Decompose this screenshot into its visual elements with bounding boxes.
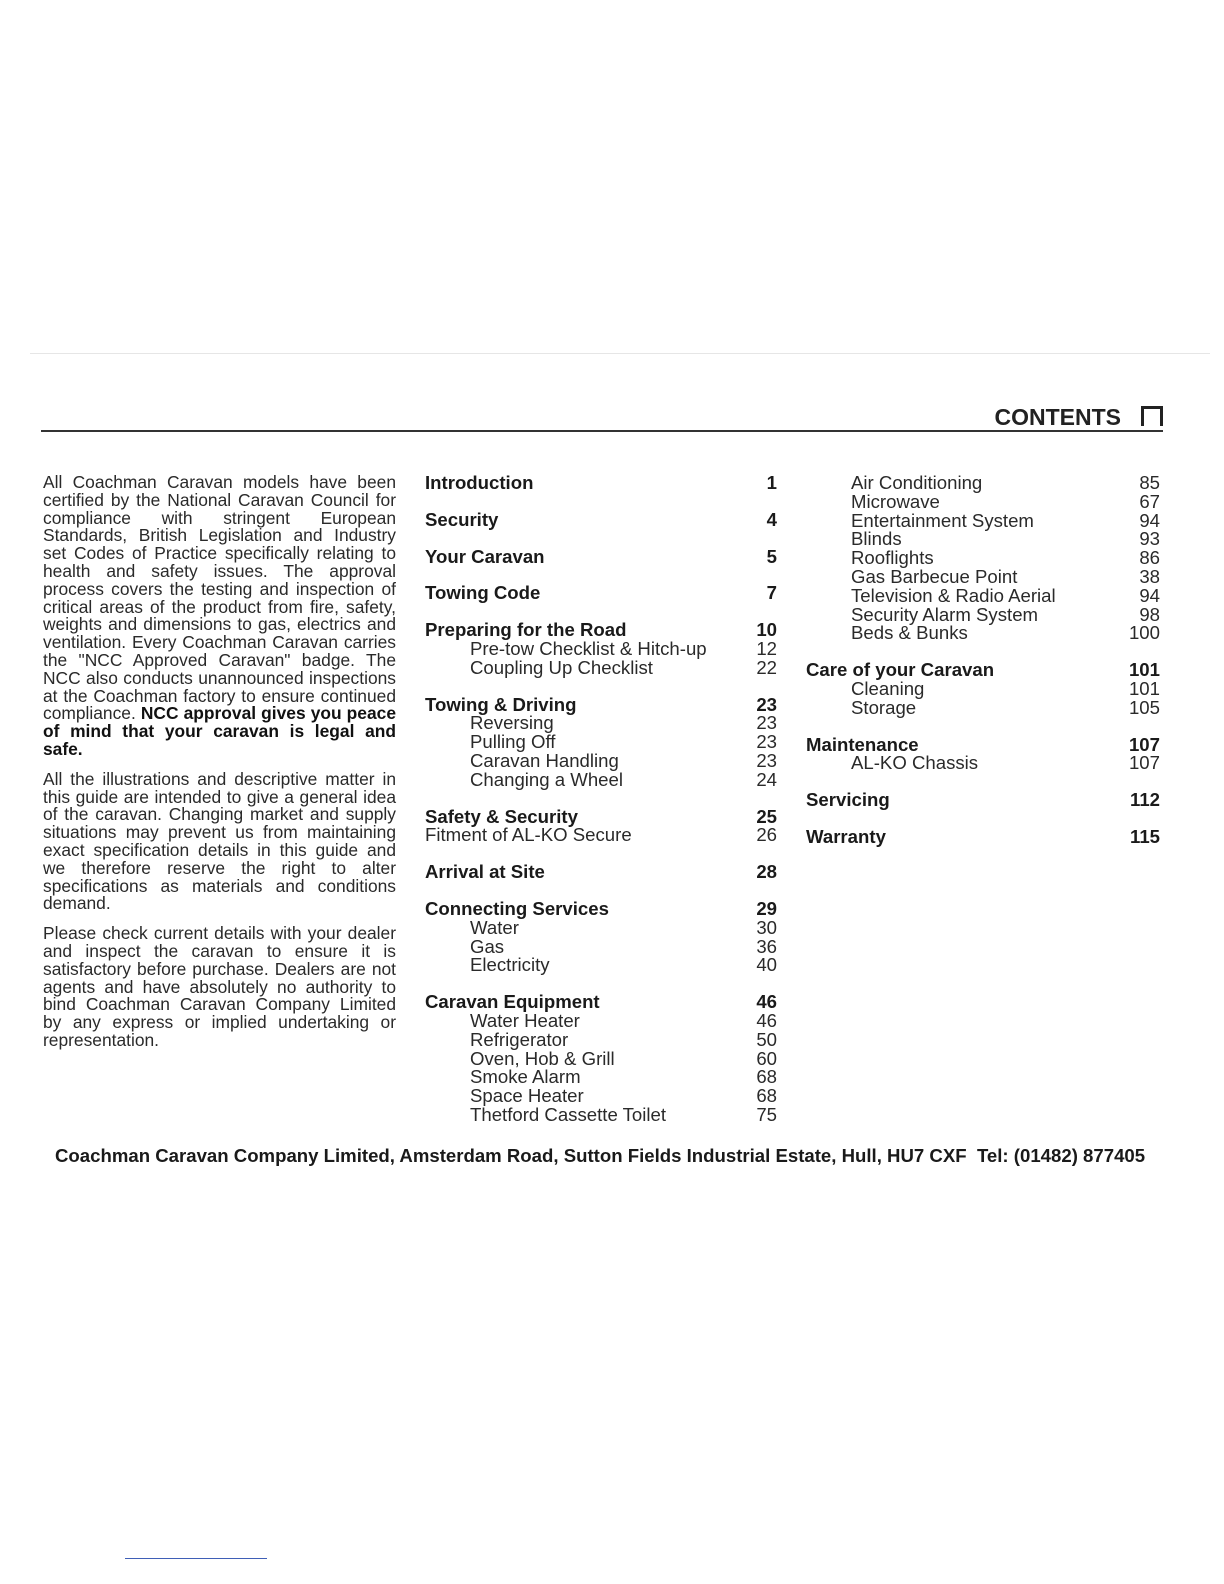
toc-subentry[interactable]: Beds & Bunks 100 (851, 622, 1160, 644)
toc-entry[interactable]: Arrival at Site 28 (425, 861, 777, 883)
toc-subentry[interactable]: AL-KO Chassis 107 (851, 752, 1160, 774)
toc-subentry[interactable]: Fitment of AL-KO Secure 26 (425, 824, 777, 846)
page-title: CONTENTS (994, 404, 1121, 430)
toc-subentry[interactable]: Space Heater 68 (470, 1085, 777, 1107)
toc-subentry[interactable]: Storage 105 (851, 696, 1160, 718)
toc-subentry[interactable]: Reversing 23 (470, 712, 777, 734)
toc-entry[interactable]: Care of your Caravan 101 (806, 659, 1160, 681)
toc-entry[interactable]: Security 4 (425, 508, 777, 530)
toc-entry[interactable]: Preparing for the Road 10 (425, 619, 777, 641)
scan-line-top (30, 353, 1210, 354)
company-address: Coachman Caravan Company Limited, Amsterdam Road, Sutton Fields Industrial Estate, Hull, HU7 CXF (55, 1145, 967, 1166)
intro-paragraph-1: All Coachman Caravan models have been certified by the National Caravan Council for compliance with stringent European Standards, British Legislation and Industry set Codes of Practice specifically relating to health and safety issues. The approval process covers the testing and inspection of critical areas of the product from fire, safety, weights and dimensions to gas, electrics and ventilation. Every Coachman Caravan carries the "NCC Approved Caravan" badge. The NCC also conducts unannounced inspections at the Coachman factory to ensure continued compliance. NCC approval gives you peace of mind that your caravan is legal and safe. (43, 472, 396, 759)
toc-entry[interactable]: Towing Code 7 (425, 582, 777, 604)
toc-entry[interactable]: Your Caravan 5 (425, 545, 777, 567)
toc-subentry[interactable]: Microwave 67 (851, 490, 1160, 512)
scan-artifact-line (125, 1558, 267, 1559)
intro-paragraph-2: All the illustrations and descriptive matter in this guide are intended to give a general idea of the caravan. Changing market and supply situations may prevent us from maintaining exact specification details in this guide and we therefore reserve the right to alter specifications as materials and conditions demand. (43, 768, 396, 914)
toc-subentry[interactable]: Cleaning 101 (851, 677, 1160, 699)
toc-column-middle (425, 474, 777, 1125)
toc-subentry[interactable]: Smoke Alarm 68 (470, 1066, 777, 1088)
toc-subentry[interactable]: Water 30 (470, 916, 777, 938)
company-footer (55, 1145, 1155, 1167)
intro-text (43, 474, 396, 1062)
toc-subentry[interactable]: Refrigerator 50 (470, 1028, 777, 1050)
toc-entry[interactable]: Towing & Driving 23 (425, 693, 777, 715)
intro-bold-statement: NCC approval gives you peace of mind that your caravan is legal and safe. (43, 703, 396, 759)
toc-entry[interactable]: Introduction 1 (425, 472, 777, 493)
toc-entry[interactable]: Maintenance 107 (806, 733, 1160, 755)
toc-subentry[interactable]: Pulling Off 23 (470, 731, 777, 753)
toc-subentry[interactable]: Changing a Wheel 24 (470, 768, 777, 790)
toc-subentry[interactable]: Pre-tow Checklist & Hitch-up 12 (470, 637, 777, 659)
toc-entry[interactable]: Caravan Equipment 46 (425, 991, 777, 1013)
toc-subentry[interactable]: Electricity 40 (470, 954, 777, 976)
toc-entry[interactable]: Connecting Services 29 (425, 897, 777, 919)
toc-entry[interactable]: Safety & Security 25 (425, 805, 777, 827)
company-telephone: Tel: (01482) 877405 (976, 1145, 1146, 1166)
contents-header (41, 400, 1163, 432)
toc-subentry[interactable]: Entertainment System 94 (851, 509, 1160, 531)
toc-entry[interactable]: Warranty 115 (806, 825, 1160, 847)
toc-subentry[interactable]: Security Alarm System 98 (851, 603, 1160, 625)
toc-entry[interactable]: Servicing 112 (806, 789, 1160, 811)
toc-subentry[interactable]: Thetford Cassette Toilet 75 (470, 1103, 777, 1125)
toc-subentry[interactable]: Water Heater 46 (470, 1009, 777, 1031)
toc-subentry[interactable]: Gas 36 (470, 935, 777, 957)
toc-subentry[interactable]: Blinds 93 (851, 528, 1160, 550)
header-box-icon (1141, 406, 1163, 426)
toc-subentry[interactable]: Television & Radio Aerial 94 (851, 584, 1160, 606)
intro-paragraph-3: Please check current details with your dealer and inspect the caravan to ensure it is satisfactory before purchase. Dealers are not agents and have absolutely no authority to bind Coachman Caravan Company Limited by any express or implied undertaking or representation. (43, 923, 396, 1050)
toc-subentry[interactable]: Caravan Handling 23 (470, 749, 777, 771)
toc-column-right (806, 474, 1160, 847)
toc-subentry[interactable]: Coupling Up Checklist 22 (470, 656, 777, 678)
toc-subentry[interactable]: Air Conditioning 85 (851, 472, 1160, 493)
toc-subentry[interactable]: Gas Barbecue Point 38 (851, 565, 1160, 587)
toc-subentry[interactable]: Rooflights 86 (851, 547, 1160, 569)
toc-subentry[interactable]: Oven, Hob & Grill 60 (470, 1047, 777, 1069)
